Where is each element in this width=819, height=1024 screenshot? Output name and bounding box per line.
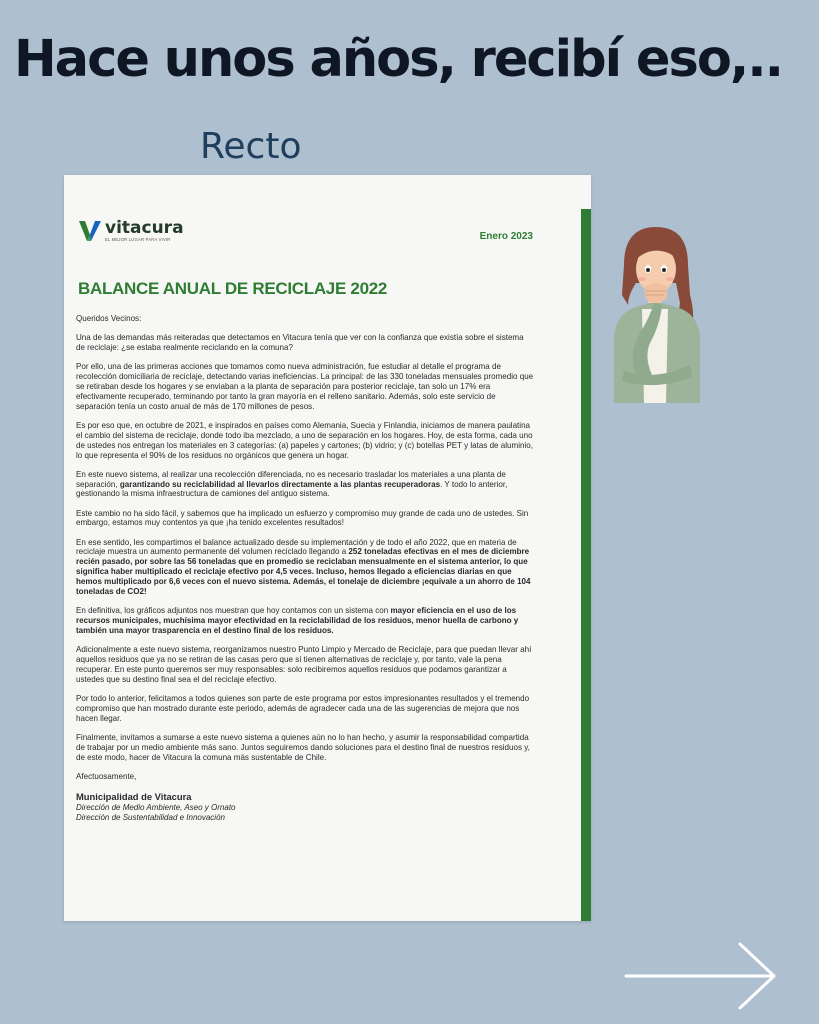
letter-page	[64, 175, 591, 921]
paragraph-7-text: En definitiva, los gráficos adjuntos nos muestran que hoy contamos con un sistema con	[76, 606, 391, 616]
signature-org: Municipalidad de Vitacura	[76, 790, 192, 802]
paragraph-4-text-end: . Y todo lo anterior, gestionando la misma infraestructura de camiones del antiguo sistema.	[76, 479, 508, 499]
paragraph-5: Este cambio no ha sido fácil, y sabemos que ha implicado un esfuerzo y compromiso muy grande de cada uno de ustedes. Sin embargo, estamos muy contentos ya que ¡ha tenido excelentes resultados!	[76, 508, 529, 528]
greeting: Queridos Vecinos:	[76, 314, 142, 323]
subhead: Recto	[200, 126, 302, 167]
signature-line-2: Dirección de Sustentabilidad e Innovación	[76, 812, 225, 822]
paragraph-4-text: En este nuevo sistema, al realizar una recolección diferenciada, no es necesario trasladar los materiales a una planta de separación,	[76, 469, 506, 489]
vitacura-logo	[78, 219, 184, 243]
logo-name: vitacura	[105, 217, 184, 238]
paragraph-7	[76, 606, 534, 636]
paragraph-10: Finalmente, invitamos a sumarse a este nuevo sistema a quienes aún no lo han hecho, y asumir la responsabilidad compartida de trabajar por un medio ambiente más sano. Juntos seguiremos dando soluciones para el destino final de nuestros residuos y, de este modo, hacer de Vitacura la comuna más sustentable de Chile.	[76, 732, 530, 762]
letter-date: Enero 2023	[479, 231, 533, 242]
paragraph-6-text: En ese sentido, les compartimos el balance actualizado desde su implementación y de todo el año 2022, que en materia de reciclaje muestra un aumento permanente del volumen reciclado llegando a	[76, 537, 517, 557]
paragraph-8: Adicionalmente a este nuevo sistema, reorganizamos nuestro Punto Limpio y Mercado de Reciclaje, para que puedan llevar ahí aquellos residuos que ya no se retiran de las casas pero que sí tienen alternativas de reciclaje y, por tanto, vale la pena recuperar. En este punto queremos ser muy responsables: solo recibiremos aquellos residuos que podamos garantizar a ustedes que su destino final sea el del reciclaje efectivo.	[76, 645, 532, 684]
thinking-woman-illustration-icon	[606, 225, 706, 405]
logo-tagline: EL MEJOR LUGAR PARA VIVIR	[105, 236, 171, 242]
letter-title: BALANCE ANUAL DE RECICLAJE 2022	[78, 279, 388, 298]
paragraph-1: Una de las demandas más reiteradas que detectamos en Vitacura tenía que ver con la confianza que existía sobre el sistema de reciclaje: ¿se estaba realmente reciclando en la comuna?	[76, 333, 524, 352]
closing: Afectuosamente,	[76, 771, 137, 781]
paragraph-3: Es por eso que, en octubre de 2021, e inspirados en países como Alemania, Suecia y Finlandia, iniciamos de manera paulatina el cambio del sistema de reciclaje, donde todo iba mezclado, a uno de separación en los hogares. Hoy, de esta forma, cada uno de ustedes nos entregan los materiales en 3 categorías: (a) papeles y cartones; (b) vidrio; y (c) botellas PET y latas de aluminio, lo que representa el 90% de los residuos no orgánicos que genera un hogar.	[76, 420, 533, 460]
paragraph-2: Por ello, una de las primeras acciones que tomamos como nueva administración, fue estudiar al detalle el programa de recolección domiciliaria de reciclaje, detectando varias ineficiencias. La principal: de las 330 toneladas mensuales promedio que se retiraban desde los hogares y se enviaban a la planta de separación para posterior reciclaje, tan solo un 17% era efectivamente recuperado, terminando por tanto la gran mayoría en el relleno sanitario. Además, solo este servicio de separación tenía un costo anual de más de 170 millones de pesos.	[76, 362, 534, 411]
right-arrow-icon[interactable]	[624, 942, 778, 1010]
paragraph-6	[76, 538, 534, 597]
vitacura-v-logo-icon	[78, 219, 102, 243]
headline: Hace unos años, recibí eso,..	[14, 30, 782, 89]
paragraph-6-bold: 252 toneladas efectivas en el mes de diciembre recién pasado, por sobre las 56 toneladas que en promedio se reciclaban mensualmente en el sistema anterior, lo que significa haber multiplicado el reciclaje efectivo por 4,5 veces. Incluso, hemos llegado a eficiencias diarias en que hemos multiplicado por 6,6 veces con el nuevo sistema. Además, el tonelaje de diciembre ¡equivale a un ahorro de 104 toneladas de CO2!	[76, 547, 531, 597]
paragraph-4	[76, 470, 534, 500]
paragraph-4-bold: garantizando su reciclabilidad al llevarlos directamente a las plantas recuperadoras	[119, 479, 441, 489]
paragraph-9: Por todo lo anterior, felicitamos a todos quienes son parte de este programa por estos impresionantes resultados y el tremendo compromiso que han mostrado durante este periodo, además de agradecer cada una de las sugerencias de mejora que nos hacen llegar.	[76, 693, 530, 723]
letter-body	[76, 314, 534, 823]
green-border-stripe	[581, 209, 591, 921]
paragraph-7-bold: mayor eficiencia en el uso de los recursos municipales, muchísima mayor efectividad en la reciclabilidad de los residuos, menor huella de carbono y también una mayor trasparencia en el destino final de los residuos.	[76, 606, 519, 635]
signature-line-1: Dirección de Medio Ambiente, Aseo y Ornato	[76, 802, 236, 812]
